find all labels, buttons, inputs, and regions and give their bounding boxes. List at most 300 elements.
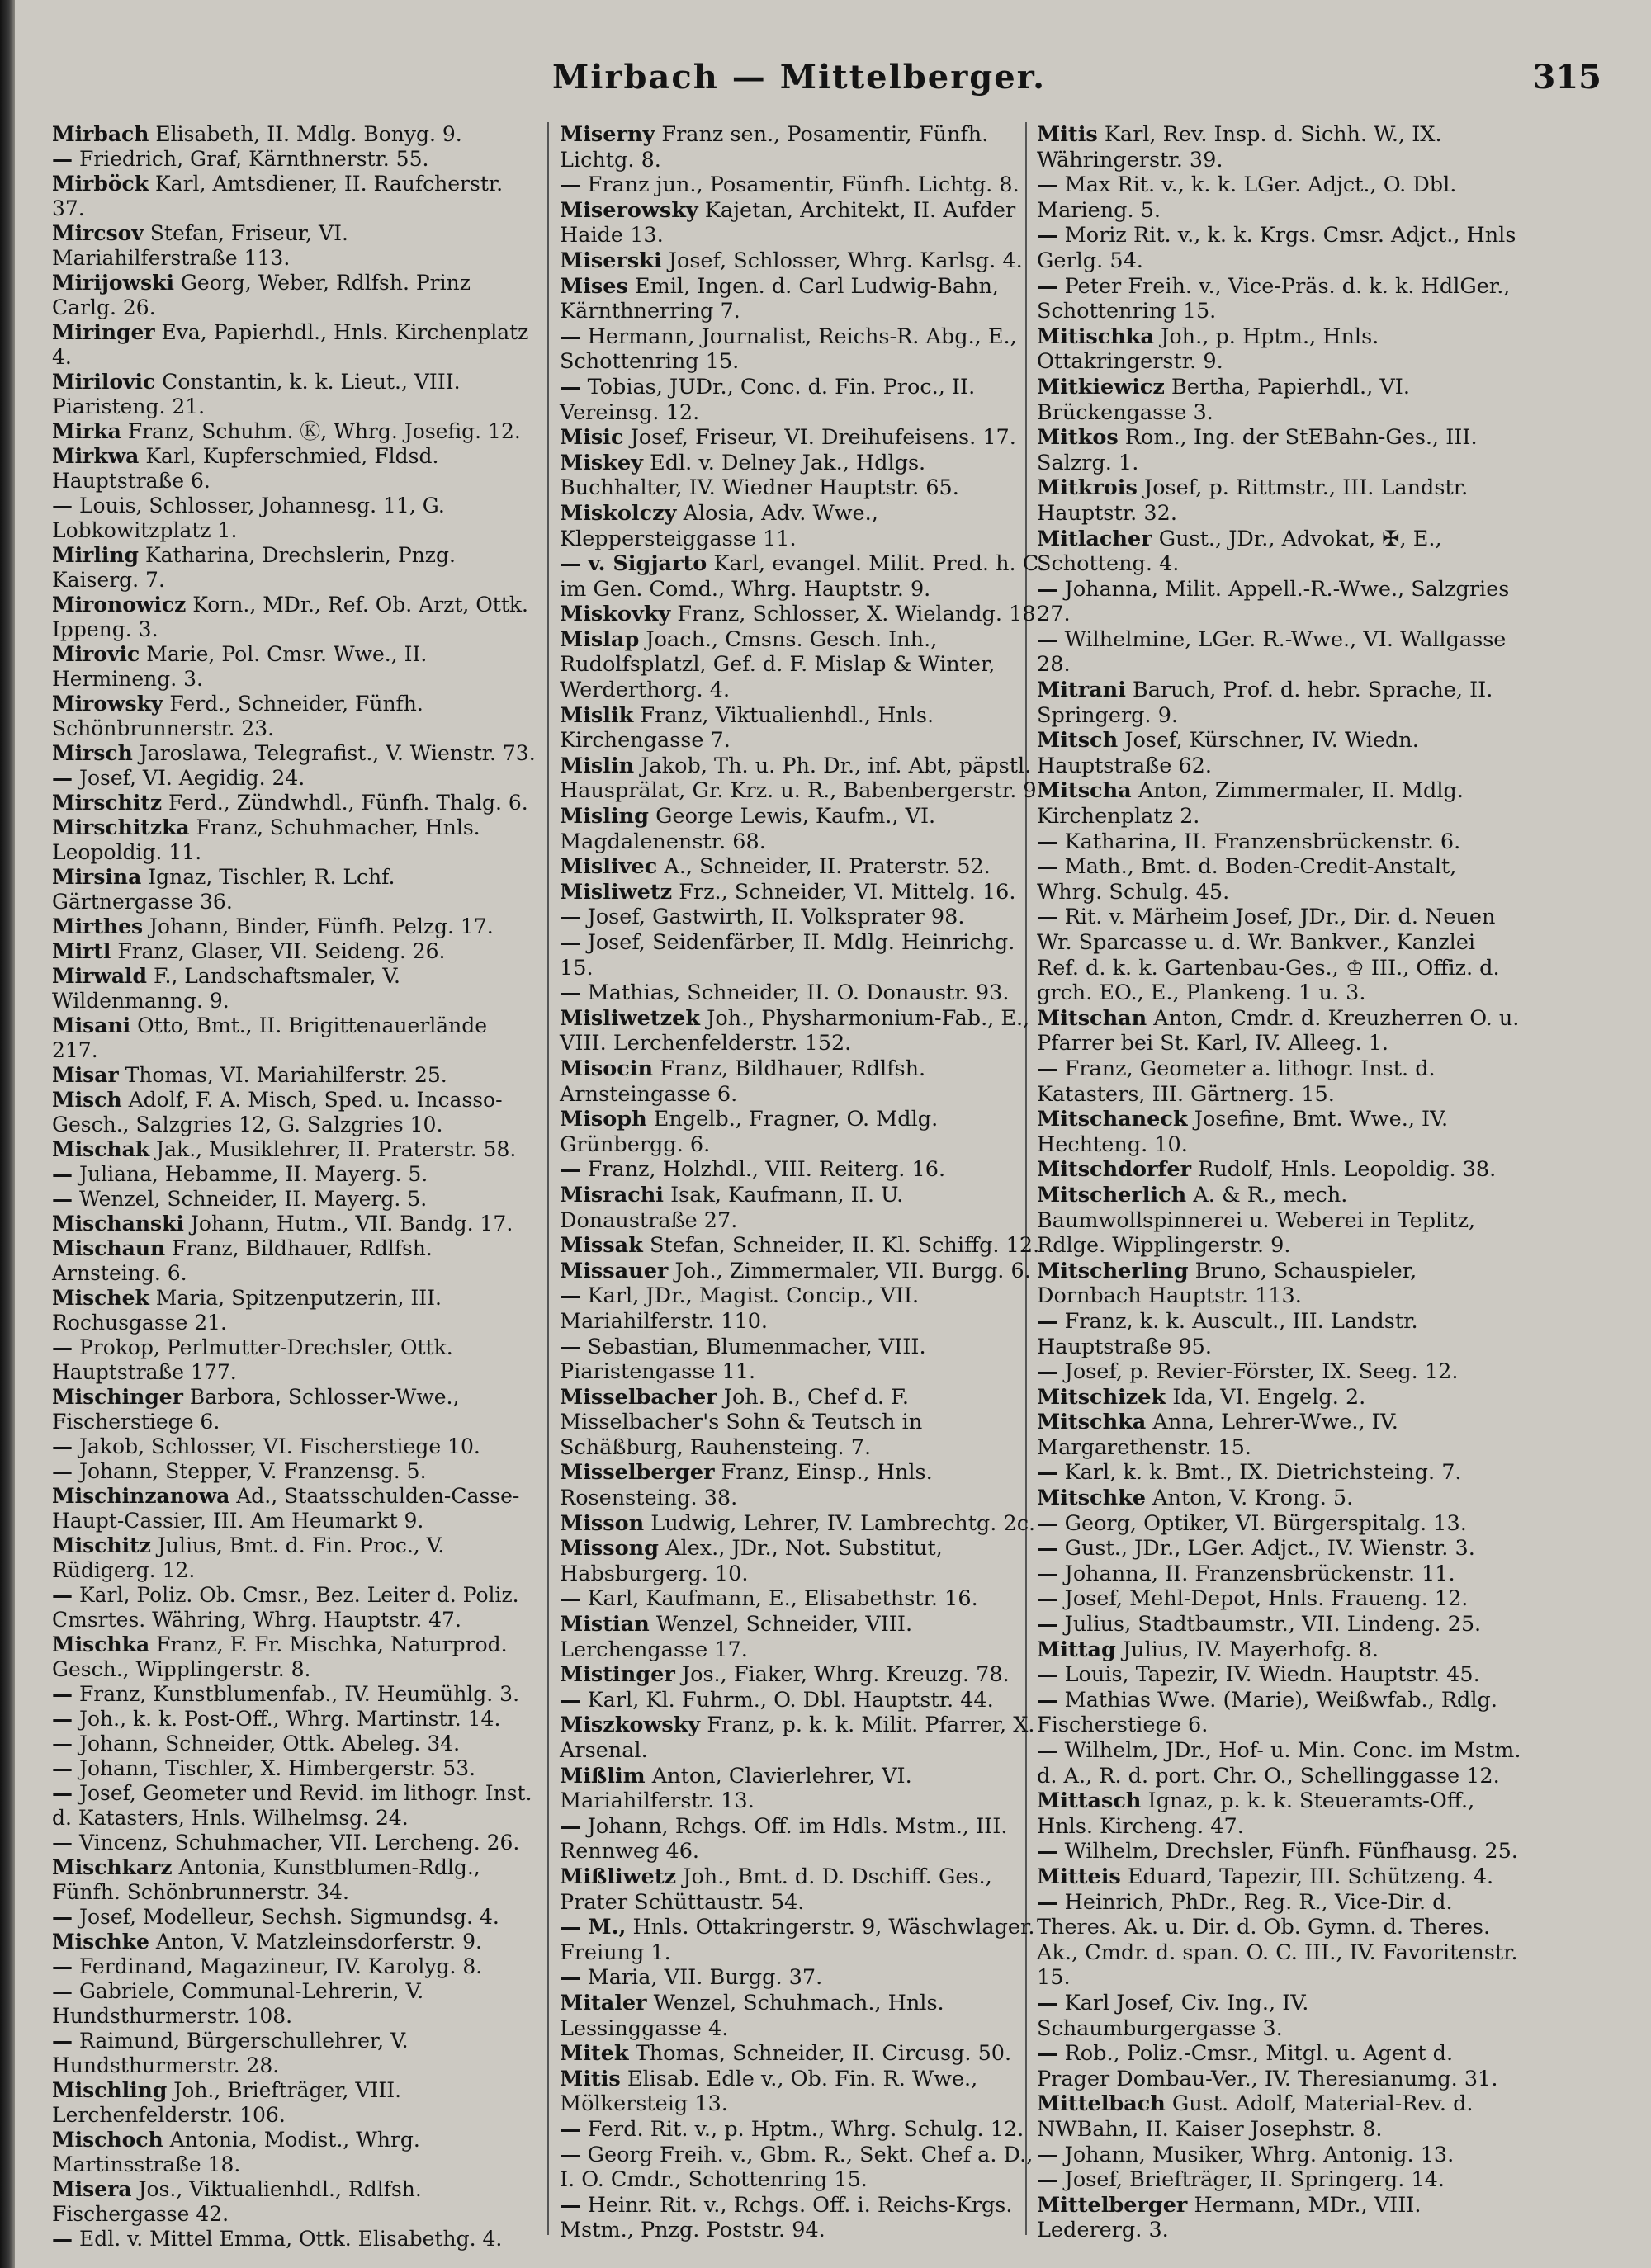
entry-details: Josef, Briefträger, II. Springerg. 14. (1064, 2167, 1445, 2193)
entry-details: Alosia, Adv. Wwe., Kleppersteiggasse 11. (560, 500, 878, 551)
entry-details: Wilhelmine, LGer. R.-Wwe., VI. Wallgasse 28. (1037, 626, 1507, 678)
directory-entry (1037, 905, 1524, 1005)
directory-entry (560, 248, 1047, 274)
directory-entry (1037, 1738, 1524, 1788)
entry-name: — (1037, 1889, 1058, 1915)
entry-details: Engelb., Fragner, O. Mdlg. Grünbergg. 6. (560, 1107, 939, 1157)
entry-details: Math., Bmt. d. Boden-Credit-Anstalt, Whrg. Schulg. 45. (1037, 854, 1457, 905)
entry-details: Franz, Einsp., Hnls. Rosensteing. 38. (560, 1460, 933, 1511)
entry-details: Juliana, Hebamme, II. Mayerg. 5. (78, 1162, 428, 1186)
directory-entry (52, 2177, 539, 2227)
page-title: Mirbach — Mittelberger. (551, 58, 1047, 97)
entry-details: Ignaz, p. k. k. Steueramts-Off., Hnls. Kircheng. 47. (1037, 1788, 1475, 1839)
directory-entry (560, 1991, 1047, 2041)
entry-details: Josef, Schlosser, Whrg. Karlsg. 4. (668, 248, 1023, 273)
directory-entry (1037, 627, 1524, 678)
entry-details: Friedrich, Graf, Kärnthnerstr. 55. (78, 147, 429, 171)
entry-name: — (52, 1831, 73, 1855)
directory-entry (52, 939, 539, 964)
entry-name: Misocin (560, 1056, 654, 1081)
page-gutter (0, 0, 15, 2268)
directory-entry (560, 1864, 1047, 1915)
directory-entry (560, 1662, 1047, 1688)
entry-details: Karl, Rev. Insp. d. Sichh. W., IX. Währingerstr. 39. (1037, 122, 1442, 172)
directory-entry (1037, 1460, 1524, 1486)
directory-entry (1037, 1562, 1524, 1587)
directory-page (15, 0, 1651, 2268)
directory-entry (560, 1764, 1047, 1814)
entry-name: — (560, 905, 581, 930)
entry-details: Stefan, Schneider, II. Kl. Schiffg. 12. (649, 1233, 1040, 1259)
directory-entry (52, 642, 539, 692)
directory-entry (560, 1157, 1047, 1183)
entry-name: Mircsov (52, 221, 144, 245)
entry-name: Misoph (560, 1107, 647, 1132)
entry-details: Sebastian, Blumenmacher, VIII. Piaristengasse 11. (560, 1334, 926, 1385)
entry-details: Katharina, II. Franzensbrückenstr. 6. (1064, 829, 1461, 854)
entry-name: Mitschan (1037, 1005, 1147, 1031)
entry-details: Gust. Adolf, Material-Rev. d. NWBahn, II. Kaiser Josephstr. 8. (1037, 2091, 1474, 2142)
entry-details: F., Landschaftsmaler, V. Wildenmanng. 9. (52, 964, 400, 1013)
directory-entry (1037, 1586, 1524, 1612)
entry-details: Georg, Weber, Rdlfsh. Prinz Carlg. 26. (52, 271, 471, 319)
entry-name: — (1037, 1586, 1058, 1612)
directory-entry (1037, 1107, 1524, 1157)
entry-name: — (52, 1335, 73, 1359)
entry-details: Karl Josef, Civ. Ing., IV. Schaumburgergasse 3. (1037, 1990, 1309, 2041)
entry-details: Gabriele, Communal-Lehrerin, V. Hundsthurmerstr. 108. (52, 1979, 424, 2028)
directory-entry (52, 1781, 539, 1831)
directory-entry (52, 1756, 539, 1781)
directory-entry (560, 1259, 1047, 1284)
entry-details: Rom., Ing. der StEBahn-Ges., III. Salzrg. 1. (1037, 425, 1478, 475)
directory-entry (52, 1137, 539, 1162)
entry-name: — (52, 1905, 73, 1929)
directory-entry (560, 122, 1047, 172)
entry-details: Jos., Fiaker, Whrg. Kreuzg. 78. (681, 1662, 1010, 1688)
entry-name: — (560, 1334, 581, 1359)
directory-entry (52, 865, 539, 914)
directory-column-2 (560, 122, 1047, 2243)
entry-details: Josef, Modelleur, Sechsh. Sigmundsg. 4. (78, 1905, 499, 1929)
directory-entry (52, 320, 539, 370)
entry-name: Mittelbach (1037, 2091, 1166, 2117)
directory-entry (560, 930, 1047, 980)
directory-entry (560, 905, 1047, 930)
entry-details: Jakob, Schlosser, VI. Fischerstiege 10. (78, 1434, 480, 1458)
entry-name: Missak (560, 1233, 643, 1259)
directory-entry (1037, 829, 1524, 855)
directory-entry (52, 766, 539, 791)
entry-name: Mislik (560, 702, 634, 728)
entry-details: Jaroslawa, Telegrafist., V. Wienstr. 73. (139, 741, 536, 765)
entry-details: Johann, Hutm., VII. Bandg. 17. (190, 1212, 513, 1236)
directory-entry (1037, 1788, 1524, 1839)
directory-entry (52, 1855, 539, 1905)
entry-name: — (560, 2116, 581, 2142)
entry-details: Constantin, k. k. Lieut., VIII. Piaristeng. 21. (52, 370, 461, 418)
directory-entry (52, 419, 539, 444)
entry-details: Antonia, Modist., Whrg. Martinsstraße 18. (52, 2128, 420, 2176)
directory-column-1 (52, 122, 539, 2251)
entry-details: Antonia, Kunstblumen-Rdlg., Fünfh. Schönbrunnerstr. 34. (52, 1855, 480, 1904)
directory-entry (52, 1014, 539, 1063)
entry-details: Johann, Musiker, Whrg. Antonig. 13. (1064, 2142, 1455, 2167)
directory-entry (52, 791, 539, 815)
entry-details: Josef, Seidenfärber, II. Mdlg. Heinrichg. 15. (560, 930, 1015, 980)
directory-entry (560, 1335, 1047, 1385)
entry-details: Johann, Binder, Fünfh. Pelzg. 17. (149, 914, 494, 938)
directory-entry (52, 1434, 539, 1459)
entry-details: Josef, Mehl-Depot, Hnls. Fraueng. 12. (1064, 1586, 1469, 1612)
directory-entry (52, 1831, 539, 1855)
directory-entry (1037, 1183, 1524, 1259)
directory-entry (52, 1954, 539, 1979)
directory-entry (1037, 1309, 1524, 1359)
entry-name: — (560, 374, 581, 399)
directory-entry (1037, 1385, 1524, 1410)
entry-name: Mitis (560, 2066, 621, 2091)
directory-entry (560, 501, 1047, 551)
entry-name: Mironowicz (52, 593, 187, 617)
directory-entry (1037, 778, 1524, 829)
entry-name: — (560, 2192, 581, 2218)
entry-name: Misch (52, 1088, 122, 1112)
entry-name: Miserski (560, 248, 662, 273)
directory-entry (560, 1183, 1047, 1233)
entry-name: Misani (52, 1014, 131, 1037)
directory-entry (1037, 274, 1524, 324)
directory-entry (1037, 1410, 1524, 1460)
entry-details: Moriz Rit. v., k. k. Krgs. Cmsr. Adjct., Hnls Gerlg. 54. (1037, 223, 1516, 273)
entry-details: Franz, Bildhauer, Rdlfsh. Arnsteingasse 6. (560, 1056, 926, 1107)
directory-entry (560, 1233, 1047, 1259)
entry-name: Mißliwetz (560, 1864, 677, 1889)
entry-details: Hnls. Ottakringerstr. 9, Wäschwlager. Freiung 1. (560, 1915, 1035, 1965)
entry-name: — (52, 1707, 73, 1731)
entry-details: Karl, evangel. Milit. Pred. h. C. im Gen. Comd., Whrg. Hauptstr. 9. (560, 551, 1045, 602)
entry-name: Mirling (52, 543, 139, 567)
entry-name: — (560, 930, 581, 955)
directory-entry (1037, 1511, 1524, 1537)
entry-details: Jos., Viktualienhdl., Rdlfsh. Fischergasse 42. (52, 2177, 422, 2226)
entry-details: Johann, Tischler, X. Himbergerstr. 53. (78, 1756, 476, 1780)
entry-details: Hermann, MDr., VIII. Ledererg. 3. (1037, 2192, 1422, 2243)
entry-name: — (1037, 223, 1058, 248)
entry-details: Johann, Schneider, Ottk. Abeleg. 34. (78, 1732, 461, 1755)
entry-name: — (52, 1162, 73, 1186)
directory-entry (560, 754, 1047, 804)
entry-details: Josef, Kürschner, IV. Wiedn. Hauptstraße 62. (1037, 728, 1419, 778)
entry-name: Mischinzanowa (52, 1484, 230, 1508)
directory-entry (1037, 324, 1524, 375)
entry-details: Joh., p. Hptm., Hnls. Ottakringerstr. 9. (1037, 324, 1379, 375)
directory-entry (52, 221, 539, 271)
directory-entry (52, 1187, 539, 1212)
entry-details: Franz jun., Posamentir, Fünfh. Lichtg. 8. (587, 172, 1019, 198)
entry-details: Josef, Friseur, VI. Dreihufeisens. 17. (630, 425, 1016, 451)
entry-name: — (1037, 854, 1058, 880)
entry-name: Mislivec (560, 854, 658, 880)
entry-details: Franz, p. k. k. Milit. Pfarrer, X. Arsenal. (560, 1713, 1035, 1763)
directory-entry (560, 804, 1047, 854)
entry-details: Franz, F. Fr. Mischka, Naturprod. Gesch., Wipplingerstr. 8. (52, 1632, 508, 1681)
entry-name: Mitischka (1037, 324, 1154, 349)
entry-name: Mischke (52, 1930, 149, 1954)
entry-name: Mitteis (1037, 1864, 1121, 1889)
entry-name: — (52, 1781, 73, 1805)
entry-details: Adolf, F. A. Misch, Sped. u. Incasso-Gesch., Salzgries 12, G. Salzgries 10. (52, 1088, 503, 1136)
entry-details: Bruno, Schauspieler, Dornbach Hauptstr. 113. (1037, 1258, 1417, 1309)
entry-name: — M., (560, 1915, 627, 1940)
entry-name: Mirbach (52, 122, 149, 146)
entry-details: Georg, Optiker, VI. Bürgerspitalg. 13. (1064, 1510, 1467, 1536)
entry-name: — (52, 1682, 73, 1706)
entry-name: — (1037, 1308, 1058, 1334)
entry-name: Mirsina (52, 865, 142, 889)
directory-entry (52, 1930, 539, 1954)
entry-name: Mitschdorfer (1037, 1157, 1192, 1183)
directory-entry (1037, 1536, 1524, 1562)
entry-name: Miringer (52, 320, 155, 344)
directory-entry (560, 1612, 1047, 1662)
directory-entry (1037, 1839, 1524, 1864)
entry-details: Ferd., Zündwhdl., Fünfh. Thalg. 6. (168, 791, 528, 815)
entry-details: Wenzel, Schneider, II. Mayerg. 5. (78, 1187, 428, 1211)
directory-entry (1037, 678, 1524, 728)
entry-name: Misling (560, 804, 650, 829)
directory-entry (560, 703, 1047, 754)
entry-name: — (1037, 1536, 1058, 1562)
directory-entry (52, 1707, 539, 1732)
entry-name: — (52, 1979, 73, 2003)
entry-details: Mathias, Schneider, II. O. Donaustr. 93. (587, 980, 1010, 1006)
entry-details: George Lewis, Kaufm., VI. Magdalenenstr. 68. (560, 804, 936, 854)
directory-entry (560, 2041, 1047, 2067)
directory-entry (1037, 375, 1524, 425)
entry-name: Mitaler (560, 1990, 647, 2015)
entry-name: Mitscherlich (1037, 1182, 1187, 1207)
entry-name: Mirkwa (52, 444, 140, 468)
entry-details: Ferd. Rit. v., p. Hptm., Whrg. Schulg. 12. (587, 2116, 1024, 2142)
entry-name: Mischinger (52, 1385, 183, 1409)
entry-name: Misic (560, 425, 624, 451)
entry-name: Mischek (52, 1286, 149, 1310)
entry-details: Wilhelm, JDr., Hof- u. Min. Conc. im Mstm. d. A., R. d. port. Chr. O., Schellinggasse 12. (1037, 1738, 1521, 1788)
entry-details: Franz, Kunstblumenfab., IV. Heumühlg. 3. (78, 1682, 520, 1706)
entry-name: — (1037, 273, 1058, 299)
entry-name: Mischoch (52, 2128, 163, 2152)
entry-details: Franz, k. k. Auscult., III. Landstr. Hauptstraße 95. (1037, 1308, 1418, 1359)
directory-entry (52, 964, 539, 1014)
entry-name: Misera (52, 2177, 132, 2201)
entry-details: Rob., Poliz.-Cmsr., Mitgl. u. Agent d. Prager Dombau-Ver., IV. Theresianumg. 31. (1037, 2041, 1498, 2091)
entry-name: Mischling (52, 2078, 168, 2102)
directory-entry (52, 1063, 539, 1088)
directory-entry (52, 815, 539, 865)
entry-name: Mirböck (52, 172, 149, 196)
entry-name: — (1037, 1561, 1058, 1586)
entry-name: — (52, 1732, 73, 1755)
entry-details: Karl, JDr., Magist. Concip., VII. Mariahilferstr. 110. (560, 1283, 920, 1334)
entry-details: Edl. v. Delney Jak., Hdlgs. Buchhalter, IV. Wiedner Hauptstr. 65. (560, 450, 959, 501)
entry-name: — (560, 2142, 581, 2167)
entry-details: Tobias, JUDr., Conc. d. Fin. Proc., II. Vereinsg. 12. (560, 374, 976, 425)
entry-details: Josef, p. Revier-Förster, IX. Seeg. 12. (1064, 1359, 1459, 1385)
directory-entry (52, 2078, 539, 2128)
entry-details: Julius, Stadtbaumstr., VII. Lindeng. 25. (1064, 1612, 1482, 1637)
entry-name: Misar (52, 1063, 119, 1087)
entry-details: Louis, Tapezir, IV. Wiedn. Hauptstr. 45. (1064, 1662, 1480, 1688)
entry-name: — (52, 2227, 73, 2251)
entry-name: Miszkowsky (560, 1713, 701, 1738)
directory-entry (560, 1688, 1047, 1713)
directory-entry (52, 2029, 539, 2078)
entry-name: — (1037, 1662, 1058, 1688)
entry-details: Edl. v. Mittel Emma, Ottk. Elisabethg. 4. (78, 2227, 503, 2251)
entry-name: — (1037, 2167, 1058, 2193)
directory-entry (52, 1979, 539, 2029)
entry-name: Misson (560, 1510, 645, 1536)
entry-details: Peter Freih. v., Vice-Präs. d. k. k. HdlGer., Schottenring 15. (1037, 273, 1511, 324)
directory-entry (1037, 1637, 1524, 1663)
entry-name: Mitkrois (1037, 475, 1138, 501)
directory-entry (1037, 527, 1524, 577)
entry-name: Mischaun (52, 1236, 166, 1260)
entry-name: Mirtl (52, 939, 111, 963)
directory-entry (52, 370, 539, 419)
entry-name: — (52, 1756, 73, 1780)
entry-details: Hermann, Journalist, Reichs-R. Abg., E., Schottenring 15. (560, 324, 1017, 375)
entry-details: Karl, Kl. Fuhrm., O. Dbl. Hauptstr. 44. (587, 1687, 994, 1713)
directory-entry (52, 444, 539, 494)
directory-entry (52, 1385, 539, 1434)
directory-entry (560, 1006, 1047, 1056)
entry-name: Mirschitz (52, 791, 163, 815)
directory-entry (1037, 1359, 1524, 1385)
entry-name: — (560, 1687, 581, 1713)
entry-name: — (560, 172, 581, 198)
directory-entry (1037, 1006, 1524, 1056)
entry-details: Wenzel, Schneider, VIII. Lerchengasse 17. (560, 1612, 913, 1662)
directory-entry (52, 1088, 539, 1137)
directory-entry (52, 172, 539, 221)
entry-details: A., Schneider, II. Praterstr. 52. (664, 854, 991, 880)
entry-details: Stefan, Friseur, VI. Mariahilferstraße 113. (52, 221, 348, 270)
directory-entry (560, 375, 1047, 425)
directory-entry (560, 2117, 1047, 2143)
entry-details: Gust., JDr., Advokat, ✠, E., Schotteng. 4. (1037, 526, 1442, 577)
entry-name: — (52, 1459, 73, 1483)
directory-entry (52, 1682, 539, 1707)
entry-details: Franz, Holzhdl., VIII. Reiterg. 16. (587, 1157, 946, 1183)
directory-column-3 (1037, 122, 1524, 2243)
entry-details: Karl, Kaufmann, E., Elisabethstr. 16. (587, 1586, 978, 1612)
entry-name: — (1037, 1359, 1058, 1385)
entry-name: — (52, 147, 73, 171)
page-header (15, 58, 1651, 116)
entry-details: Franz, Schuhm. Ⓚ, Whrg. Josefig. 12. (127, 419, 521, 443)
entry-details: Franz, Viktualienhdl., Hnls. Kirchengasse 7. (560, 702, 934, 754)
entry-details: Franz, Schlosser, X. Wielandg. 18. (677, 602, 1043, 627)
entry-details: Anna, Lehrer-Wwe., IV. Margarethenstr. 15. (1037, 1410, 1398, 1460)
directory-entry (560, 980, 1047, 1006)
directory-entry (560, 1056, 1047, 1107)
entry-details: Rit. v. Märheim Josef, JDr., Dir. d. Neuen Wr. Sparcasse u. d. Wr. Bankver., Kanzlei Ref. d. k. k. Gartenbau-Ges., ♔ III., Offiz. d. grch. EO., E., Plankeng. 1 u. 3. (1037, 905, 1500, 1006)
entry-details: Anton, Cmdr. d. Kreuzherren O. u. Pfarrer bei St. Karl, IV. Alleeg. 1. (1037, 1005, 1520, 1056)
directory-entry (52, 271, 539, 320)
entry-details: Elisab. Edle v., Ob. Fin. R. Wwe., Mölkersteig 13. (560, 2066, 978, 2117)
entry-details: Alex., JDr., Not. Substitut, Habsburgerg. 10. (560, 1536, 943, 1586)
entry-details: Korn., MDr., Ref. Ob. Arzt, Ottk. Ippeng. 3. (52, 593, 528, 641)
entry-details: Johanna, II. Franzensbrückenstr. 11. (1064, 1561, 1455, 1586)
entry-name: Mirijowski (52, 271, 174, 295)
directory-entry (52, 147, 539, 172)
directory-entry (52, 1533, 539, 1583)
entry-details: Otto, Bmt., II. Brigittenauerlände 217. (52, 1014, 488, 1062)
entry-name: Mischanski (52, 1212, 184, 1236)
entry-name: Mitkiewicz (1037, 374, 1165, 399)
entry-details: Josefine, Bmt. Wwe., IV. Hechteng. 10. (1037, 1107, 1449, 1157)
entry-name: Misselbacher (560, 1384, 717, 1410)
entry-name: Mirowsky (52, 692, 163, 716)
entry-name: — (1037, 2041, 1058, 2067)
directory-entry (1037, 223, 1524, 273)
directory-entry (560, 602, 1047, 627)
entry-details: Georg Freih. v., Gbm. R., Sekt. Chef a. D., I. O. Cmdr., Schottenring 15. (560, 2142, 1034, 2193)
directory-entry (1037, 1259, 1524, 1309)
entry-name: — v. Sigjarto (560, 551, 707, 577)
directory-entry (1037, 2041, 1524, 2091)
page-number: 315 (1532, 58, 1601, 97)
directory-entry (560, 2067, 1047, 2117)
entry-details: Max Rit. v., k. k. LGer. Adjct., O. Dbl. Marieng. 5. (1037, 172, 1457, 223)
entry-name: — (560, 1586, 581, 1612)
entry-details: Anton, V. Matzleinsdorferstr. 9. (155, 1930, 482, 1954)
entry-details: Joh. B., Chef d. F. Misselbacher's Sohn & Teutsch in Schäßburg, Rauhensteing. 7. (560, 1384, 923, 1460)
entry-name: Missong (560, 1536, 660, 1562)
entry-name: — (1037, 1990, 1058, 2015)
entry-details: Katharina, Drechslerin, Pnzg. Kaiserg. 7. (52, 543, 456, 592)
entry-name: — (52, 2029, 73, 2053)
entry-name: — (52, 1187, 73, 1211)
entry-name: — (1037, 1612, 1058, 1637)
entry-name: Mirsch (52, 741, 133, 765)
entry-name: Misliwetz (560, 879, 673, 905)
directory-entry (560, 1713, 1047, 1763)
directory-entry (52, 1905, 539, 1930)
entry-details: Joach., Cmsns. Gesch. Inh., Rudolfsplatzl, Gef. d. F. Mislap & Winter, Werderthorg. 4. (560, 626, 996, 703)
entry-details: Josef, Geometer und Revid. im lithogr. Inst. d. Katasters, Hnls. Wilhelmsg. 24. (52, 1781, 532, 1830)
entry-details: Eva, Papierhdl., Hnls. Kirchenplatz 4. (52, 320, 529, 369)
entry-details: Ignaz, Tischler, R. Lchf. Gärtnergasse 36. (52, 865, 395, 914)
entry-details: Joh., Physharmonium-Fab., E., VIII. Lerchenfelderstr. 152. (560, 1005, 1030, 1056)
entry-name: — (560, 1157, 581, 1183)
directory-entry (1037, 1991, 1524, 2041)
directory-entry (1037, 2091, 1524, 2142)
directory-entry (1037, 475, 1524, 526)
entry-name: Mittag (1037, 1637, 1116, 1662)
directory-entry (560, 1915, 1047, 1965)
directory-entry (1037, 1157, 1524, 1183)
directory-entry (560, 1511, 1047, 1537)
entry-details: Ad., Staatsschulden-Casse-Haupt-Cassier, III. Am Heumarkt 9. (52, 1484, 520, 1533)
entry-details: Isak, Kaufmann, II. U. Donaustraße 27. (560, 1182, 904, 1233)
entry-name: — (52, 1583, 73, 1607)
entry-details: Karl, Poliz. Ob. Cmsr., Bez. Leiter d. Poliz. Cmsrtes. Währing, Whrg. Hauptstr. 47. (52, 1583, 519, 1632)
directory-entry (560, 1965, 1047, 1991)
directory-entry (52, 593, 539, 642)
